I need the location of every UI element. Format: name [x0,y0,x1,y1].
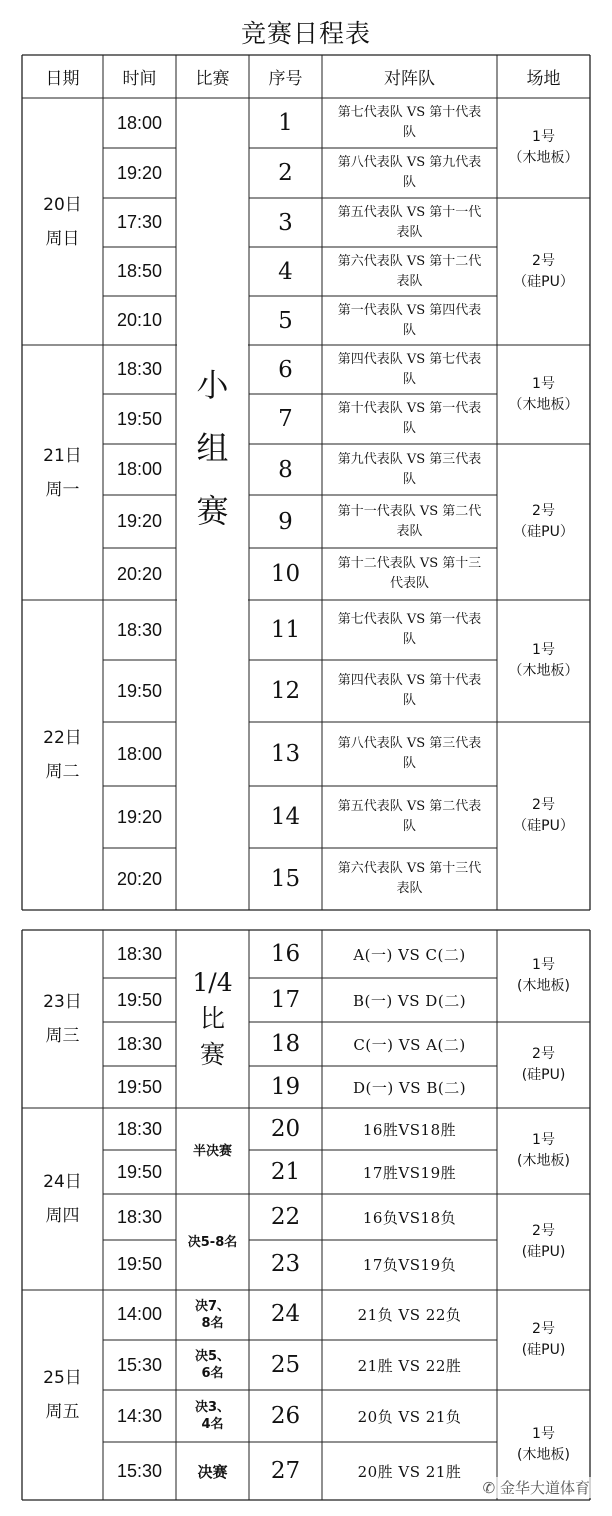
venue-cell [497,722,590,910]
time-cell [103,247,176,296]
time-cell [103,148,176,198]
time-cell [103,600,176,660]
time-cell [103,978,176,1022]
stage-5-8-cell [176,1194,249,1290]
matchup-text: 17负VS19负 [362,1255,457,1274]
date-weekday: 周三 [45,1026,80,1046]
date-day: 25日 [43,1368,82,1388]
venue-cell [497,1290,590,1390]
venue-cell [497,930,590,1022]
column-header-label: 对阵队 [384,69,435,89]
venue-number: 2号 [532,1223,555,1239]
venue-floor: (木地板) [517,978,570,994]
venue-floor: (木地板) [517,1447,570,1463]
time-cell [103,1108,176,1150]
match-number: 6 [278,356,293,383]
stage-final-text: 决赛 [197,1462,228,1481]
time-cell [103,394,176,444]
matchup-text: D(一) VS B(二) [352,1078,467,1097]
matchup-cell [322,978,497,1022]
date-day: 24日 [43,1172,82,1192]
time-text: 18:30 [116,619,163,640]
time-cell [103,786,176,848]
venue-floor: (木地板) [517,1153,570,1169]
date-weekday: 周日 [45,228,80,249]
matchup-text: 17胜VS19胜 [362,1163,457,1182]
matchup-cell [322,444,497,495]
venue-floor: (硅PU) [521,1342,566,1358]
venue-number: 1号 [532,1132,555,1148]
venue-number: 2号 [532,1046,555,1062]
matchup-cell [322,1442,497,1500]
match-number: 18 [270,1031,301,1057]
time-text: 14:30 [116,1405,163,1426]
date-day: 22日 [43,728,82,748]
matchup-text: 第七代表队 VS 第十代表队 [337,105,482,140]
venue-floor: （硅PU） [513,818,574,834]
venue-number: 1号 [532,375,555,392]
time-cell [103,1066,176,1108]
stage-group-char: 赛 [196,492,229,530]
page-title: 竞赛日程表 [240,19,371,48]
time-text: 19:50 [116,1253,163,1274]
match-number-cell [249,786,322,848]
matchup-text: 第八代表队 VS 第九代表队 [337,155,482,190]
matchup-cell [322,296,497,345]
match-number-cell [249,247,322,296]
match-number-cell [249,345,322,394]
time-cell [103,722,176,786]
match-number: 11 [270,617,301,643]
watermark-text: 金华大道体育 [499,1479,590,1497]
stage-3-4-text: 决3、4名 [194,1400,231,1432]
time-cell [103,1240,176,1288]
match-number-cell [249,978,322,1022]
column-header [249,55,322,98]
matchup-text: 第六代表队 VS 第十二代表队 [337,253,482,289]
match-number-cell [249,1442,322,1500]
time-text: 14:00 [116,1303,163,1324]
match-number: 27 [270,1458,301,1484]
time-cell [103,1150,176,1194]
matchup-cell [322,600,497,660]
match-number: 12 [270,678,301,704]
stage-group-char: 组 [196,429,229,467]
match-number: 17 [270,987,301,1013]
match-number: 24 [270,1301,301,1327]
venue-cell [497,1108,590,1194]
matchup-cell [322,148,497,198]
match-number-cell [249,495,322,548]
time-cell [103,848,176,910]
column-header [22,55,103,98]
time-cell [103,495,176,548]
time-cell [103,345,176,394]
matchup-cell [322,247,497,296]
matchup-cell [322,345,497,394]
wechat-icon: ✆ [482,1479,500,1497]
venue-number: 1号 [532,129,555,145]
matchup-text: 16胜VS18胜 [362,1120,457,1139]
match-number-cell [249,1150,322,1194]
match-number-cell [249,394,322,444]
matchup-cell [322,1390,497,1442]
time-cell [103,1022,176,1066]
time-text: 18:00 [116,743,163,764]
venue-floor: （硅PU） [513,524,574,540]
time-cell [103,198,176,247]
venue-cell [497,198,590,345]
column-header-label: 场地 [526,69,561,89]
match-number-cell [249,296,322,345]
match-number: 1 [278,110,293,136]
venue-floor: （木地板） [508,150,579,166]
column-header [497,55,590,98]
venue-number: 1号 [532,957,555,973]
time-text: 15:30 [116,1354,163,1375]
time-text: 20:20 [116,563,163,584]
match-number-cell [249,1194,322,1240]
match-number: 16 [270,941,301,967]
stage-group-char: 小 [196,366,229,404]
time-text: 18:30 [116,943,163,964]
matchup-text: 21胜 VS 22胜 [357,1356,462,1375]
match-number-cell [249,148,322,198]
match-number: 26 [270,1403,301,1429]
matchup-text: 第十代表队 VS 第一代表队 [337,401,482,436]
match-number: 5 [278,307,293,334]
match-number-cell [249,1340,322,1390]
match-number-cell [249,1288,322,1340]
matchup-cell [322,1194,497,1240]
match-number-cell [249,1108,322,1150]
venue-number: 2号 [532,503,555,519]
match-number: 22 [270,1204,301,1230]
time-text: 18:00 [116,112,163,133]
match-number: 9 [278,508,293,535]
match-number: 4 [278,258,293,285]
date-day: 20日 [43,194,82,215]
time-cell [103,1288,176,1340]
date-cell [22,930,103,1108]
date-day: 21日 [43,445,82,466]
column-header [322,55,497,98]
time-text: 19:20 [116,511,163,531]
matchup-text: 16负VS18负 [362,1208,457,1227]
match-number: 14 [270,804,301,830]
date-weekday: 周五 [45,1402,80,1422]
match-number-cell [249,600,322,660]
venue-number: 1号 [532,1426,555,1442]
match-number: 20 [270,1116,301,1142]
date-cell [22,1290,103,1500]
match-number: 10 [270,561,301,587]
matchup-cell [322,786,497,848]
matchup-cell [322,98,497,148]
matchup-text: 第五代表队 VS 第十一代表队 [337,204,482,240]
time-text: 18:30 [116,1033,163,1054]
time-text: 19:20 [116,162,163,183]
matchup-cell [322,660,497,722]
venue-cell [497,444,590,600]
matchup-text: 第四代表队 VS 第七代表队 [337,351,482,387]
stage-quarter-cell [176,930,249,1108]
date-cell [22,1108,103,1290]
time-text: 18:30 [116,1206,163,1227]
column-header-label: 时间 [122,69,157,89]
matchup-cell [322,198,497,247]
venue-number: 2号 [532,252,555,269]
time-cell [103,1194,176,1240]
matchup-text: 第十二代表队 VS 第十三代表队 [337,556,482,591]
column-header-label: 序号 [268,69,303,89]
match-number-cell [249,1022,322,1066]
matchup-cell [322,394,497,444]
time-text: 19:50 [116,408,163,429]
venue-floor: （硅PU） [513,273,574,290]
venue-cell [497,1194,590,1290]
time-text: 18:30 [116,1118,163,1139]
matchup-text: 第五代表队 VS 第二代表队 [337,799,482,834]
time-text: 15:30 [116,1460,163,1481]
venue-number: 1号 [532,642,555,658]
stage-5-8-text: 决5-8名 [187,1234,238,1250]
matchup-text: 第四代表队 VS 第十代表队 [337,673,482,708]
stage-5-6-text: 决5、6名 [194,1349,231,1381]
date-weekday: 周一 [45,479,80,500]
match-number: 2 [278,160,293,186]
venue-number: 2号 [532,797,555,813]
match-number-cell [249,1240,322,1288]
match-number: 15 [270,866,301,892]
match-number: 25 [270,1352,301,1378]
match-number-cell [249,848,322,910]
match-number: 19 [270,1074,301,1100]
matchup-cell [322,1066,497,1108]
matchup-text: B(一) VS D(二) [352,991,467,1010]
time-text: 17:30 [116,212,163,232]
matchup-text: 第九代表队 VS 第三代表队 [337,451,482,487]
time-text: 19:50 [116,680,163,701]
time-cell [103,548,176,600]
matchup-cell [322,1340,497,1390]
matchup-text: 第一代表队 VS 第四代表队 [337,302,482,338]
date-cell [22,98,103,345]
column-header [176,55,249,98]
date-weekday: 周四 [45,1206,80,1226]
matchup-text: 20胜 VS 21胜 [357,1462,462,1481]
time-cell [103,296,176,345]
column-header-label: 比赛 [195,69,230,89]
match-number-cell [249,1066,322,1108]
date-cell [22,600,103,910]
time-text: 20:20 [116,868,163,889]
match-number-cell [249,1390,322,1442]
match-number-cell [249,444,322,495]
time-cell [103,98,176,148]
stage-7-8-text: 决7、8名 [194,1299,231,1331]
venue-cell [497,600,590,722]
time-cell [103,1442,176,1500]
column-header-label: 日期 [45,69,80,89]
matchup-text: C(一) VS A(二) [353,1035,466,1054]
matchup-cell [322,1022,497,1066]
match-number-cell [249,98,322,148]
matchup-cell [322,848,497,910]
matchup-cell [322,930,497,978]
date-day: 23日 [43,992,82,1012]
matchup-cell [322,1150,497,1194]
stage-quarter-part: 比 [199,1004,225,1033]
stage-7-8-cell [176,1290,249,1340]
matchup-cell [322,1240,497,1288]
matchup-cell [322,1108,497,1150]
match-number: 23 [270,1251,301,1277]
matchup-text: 第六代表队 VS 第十三代表队 [337,861,482,896]
stage-group-cell [176,98,249,910]
venue-floor: （木地板） [508,663,579,679]
matchup-text: A(一) VS C(二) [353,945,466,964]
watermark [481,1477,592,1498]
match-number: 7 [278,406,293,432]
time-text: 20:10 [116,310,163,330]
venue-number: 2号 [532,1321,555,1337]
time-cell [103,1340,176,1390]
venue-floor: (硅PU) [521,1244,566,1260]
stage-3-4-cell [176,1390,249,1442]
venue-cell [497,1022,590,1108]
date-cell [22,345,103,600]
venue-floor: （木地板） [508,396,579,413]
match-number: 21 [270,1159,301,1185]
column-header [103,55,176,98]
stage-quarter-part: 1/4 [192,968,233,997]
time-text: 19:50 [116,989,163,1010]
stage-5-6-cell [176,1340,249,1390]
matchup-text: 20负 VS 21负 [357,1407,462,1426]
matchup-cell [322,495,497,548]
match-number: 8 [278,456,293,483]
match-number-cell [249,722,322,786]
match-number: 3 [278,209,293,236]
time-cell [103,444,176,495]
date-weekday: 周二 [45,762,80,782]
stage-quarter-part: 赛 [199,1040,225,1069]
stage-semi-text: 半决赛 [192,1143,232,1159]
match-number-cell [249,930,322,978]
stage-semi-cell [176,1108,249,1194]
time-text: 19:50 [116,1161,163,1182]
matchup-cell [322,548,497,600]
match-number: 13 [270,741,301,767]
time-cell [103,660,176,722]
time-text: 18:50 [116,261,163,281]
matchup-text: 21负 VS 22负 [357,1305,462,1324]
venue-floor: (硅PU) [521,1067,566,1083]
match-number-cell [249,198,322,247]
matchup-cell [322,722,497,786]
match-number-cell [249,548,322,600]
time-cell [103,930,176,978]
time-cell [103,1390,176,1442]
time-text: 19:20 [116,806,163,827]
time-text: 19:50 [116,1076,163,1097]
matchup-text: 第八代表队 VS 第三代表队 [337,736,482,771]
time-text: 18:00 [116,459,163,479]
matchup-text: 第十一代表队 VS 第二代表队 [337,503,482,539]
match-number-cell [249,660,322,722]
venue-cell [497,345,590,444]
stage-final-cell [176,1442,249,1500]
matchup-cell [322,1288,497,1340]
matchup-text: 第七代表队 VS 第一代表队 [337,612,482,647]
venue-cell [497,98,590,198]
time-text: 18:30 [116,359,163,379]
